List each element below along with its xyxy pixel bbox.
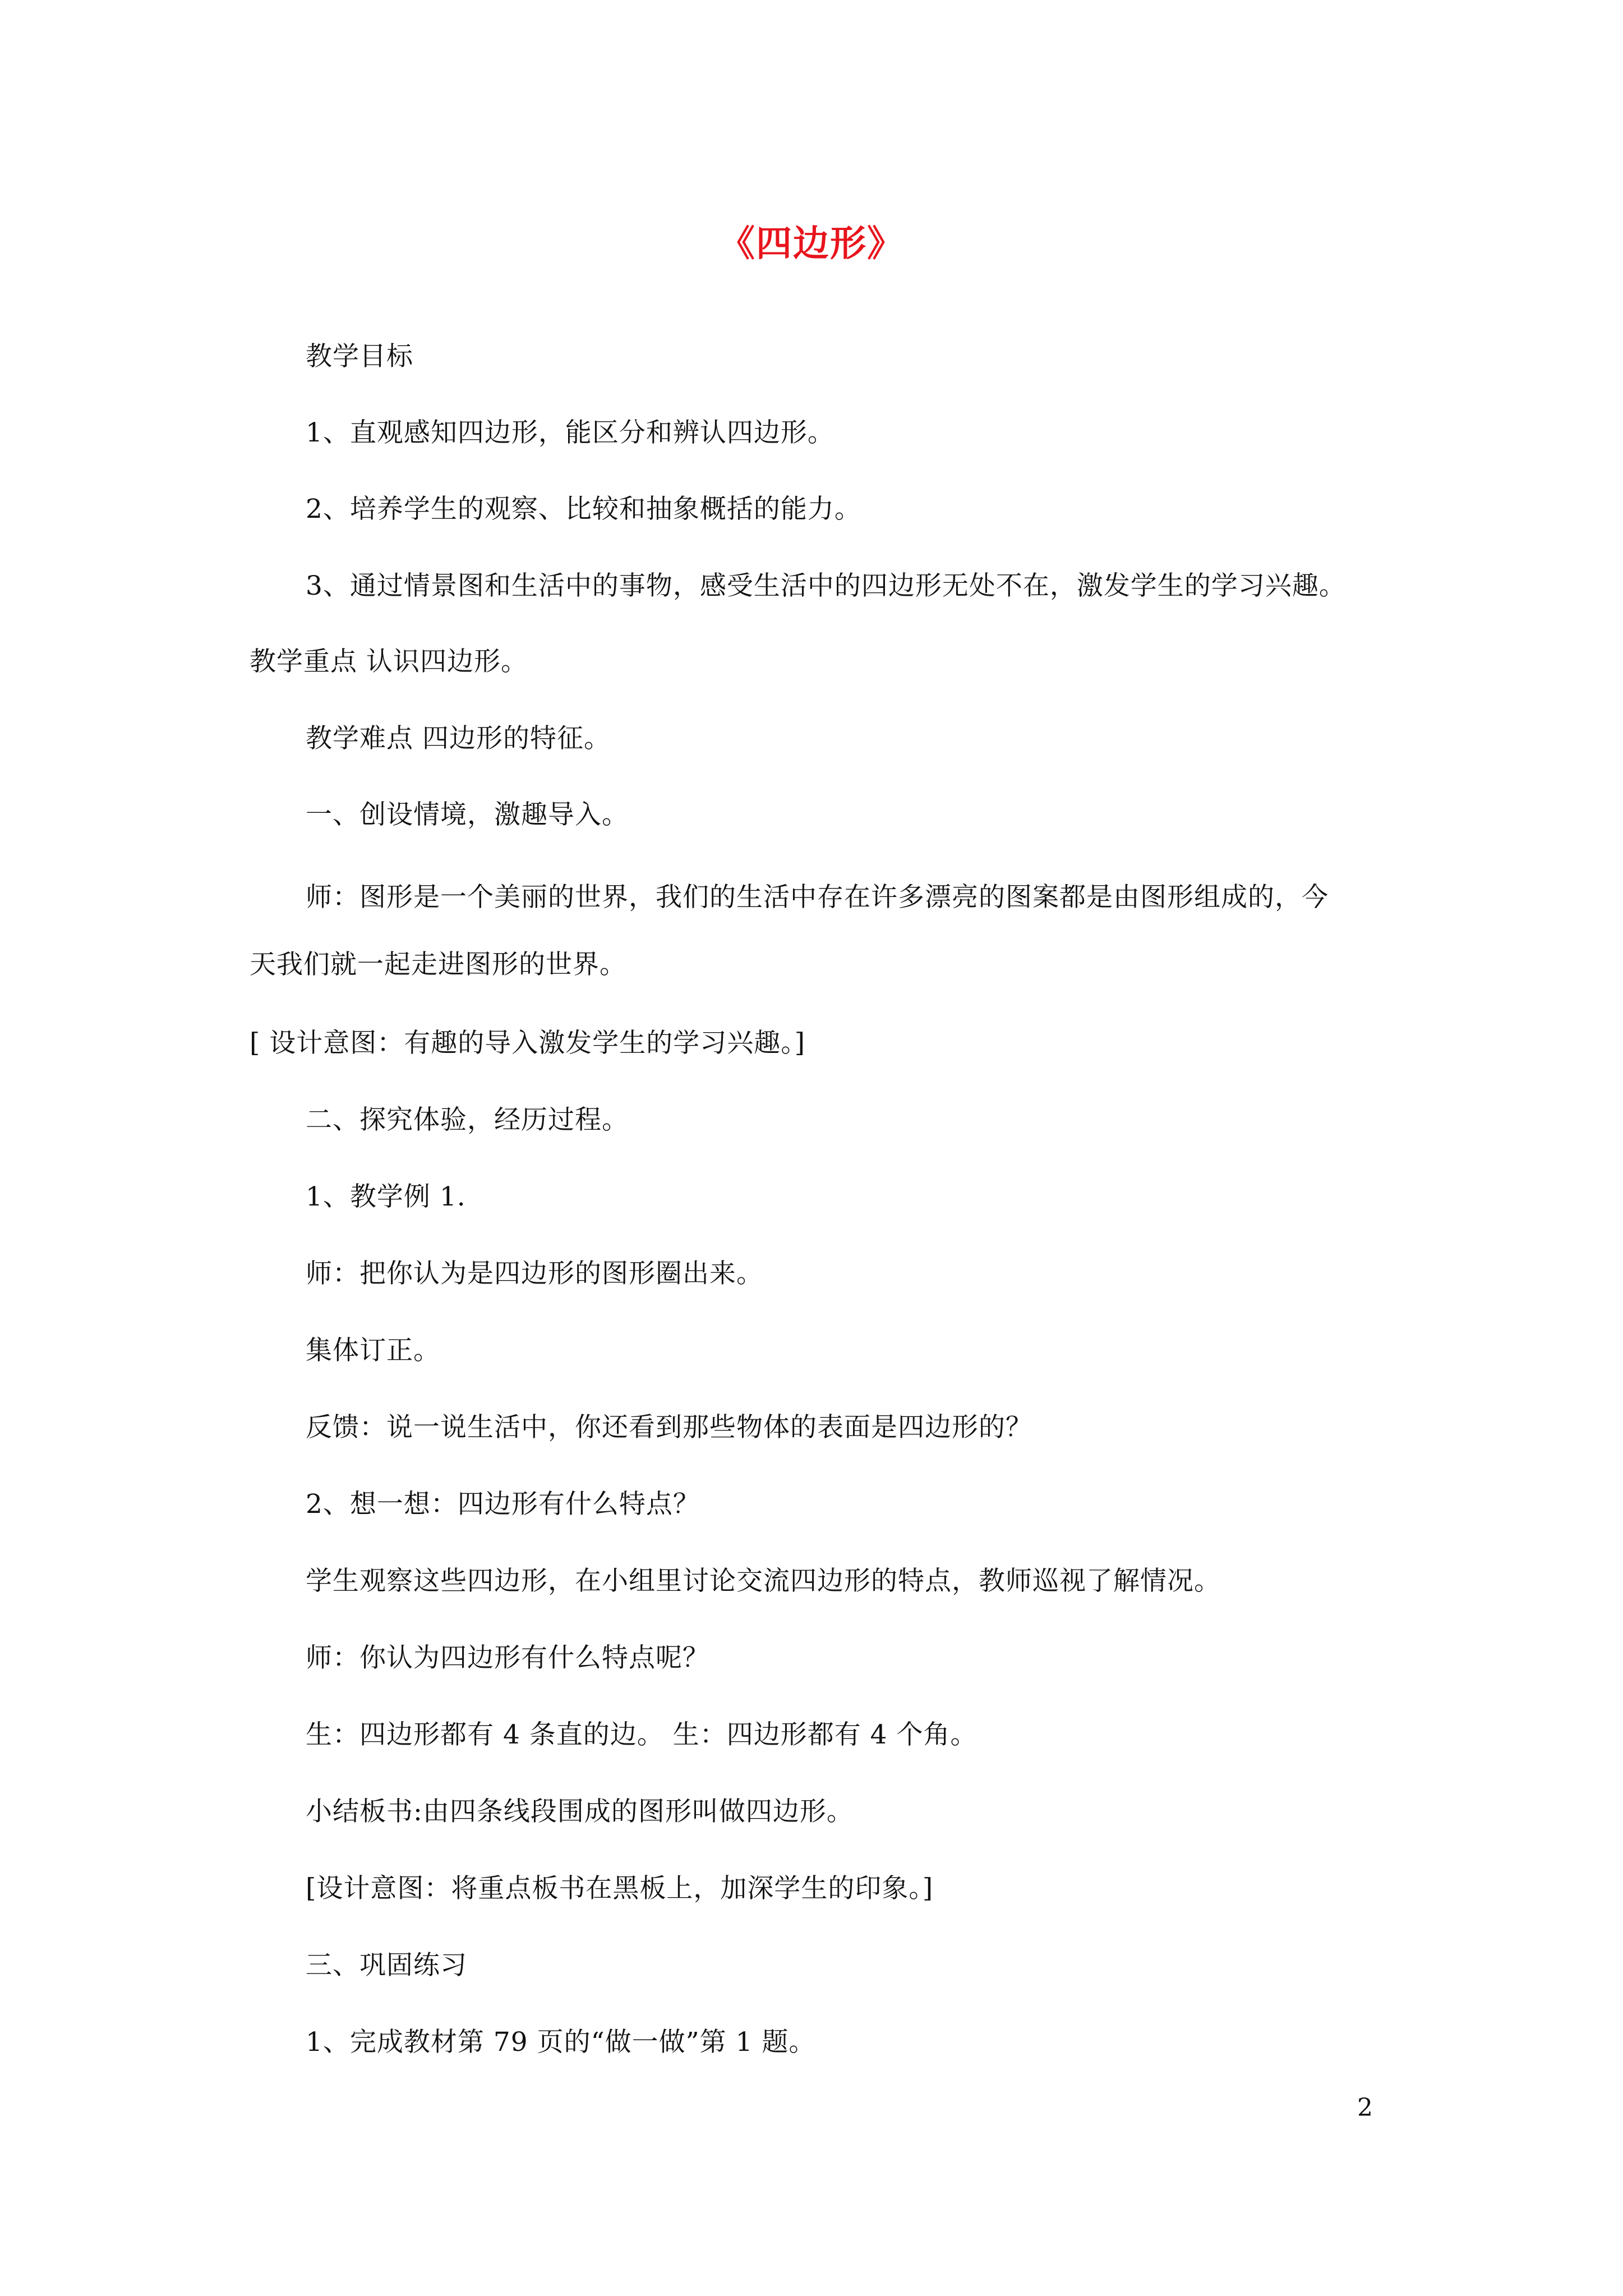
text-line: 2、培养学生的观察、比较和抽象概括的能力。: [306, 494, 861, 524]
text-line: 1、完成教材第 79 页的“做一做”第 1 题。: [306, 2027, 816, 2058]
text-line: 集体订正。: [306, 1335, 440, 1366]
text-line: [ 设计意图：有趣的导入激发学生的学习兴趣。]: [250, 1028, 806, 1059]
text-line: 3、通过情景图和生活中的事物，感受生活中的四边形无处不在，激发学生的学习兴趣。: [306, 570, 1346, 601]
page-number: 2: [1357, 2093, 1373, 2122]
text-line: 教学重点 认识四边形。: [250, 646, 528, 677]
text-line: 生：四边形都有 4 条直的边。 生：四边形都有 4 个角。: [306, 1719, 978, 1750]
text-line: [设计意图：将重点板书在黑板上，加深学生的印象。]: [306, 1873, 934, 1904]
text-line: 学生观察这些四边形，在小组里讨论交流四边形的特点，教师巡视了解情况。: [306, 1566, 1221, 1596]
text-line: 一、创设情境，激趣导入。: [306, 799, 629, 830]
text-line: 三、巩固练习: [306, 1950, 467, 1981]
text-line: 反馈：说一说生活中，你还看到那些物体的表面是四边形的？: [306, 1412, 1032, 1443]
text-line: 教学目标: [306, 341, 413, 372]
text-line: 二、探究体验，经历过程。: [306, 1105, 629, 1135]
page-title: 《四边形》: [719, 223, 904, 265]
text-line: 师：图形是一个美丽的世界，我们的生活中存在许多漂亮的图案都是由图形组成的，今: [306, 882, 1329, 913]
text-line: 教学难点 四边形的特征。: [306, 723, 611, 754]
text-line: 天我们就一起走进图形的世界。: [250, 949, 626, 980]
text-line: 小结板书:由四条线段围成的图形叫做四边形。: [306, 1796, 854, 1827]
text-line: 师：把你认为是四边形的图形圈出来。: [306, 1258, 763, 1289]
text-line: 2、想一想：四边形有什么特点？: [306, 1489, 700, 1520]
text-line: 1、直观感知四边形，能区分和辨认四边形。: [306, 417, 834, 448]
text-line: 1、教学例 1.: [306, 1181, 466, 1212]
text-line: 师：你认为四边形有什么特点呢？: [306, 1642, 709, 1673]
